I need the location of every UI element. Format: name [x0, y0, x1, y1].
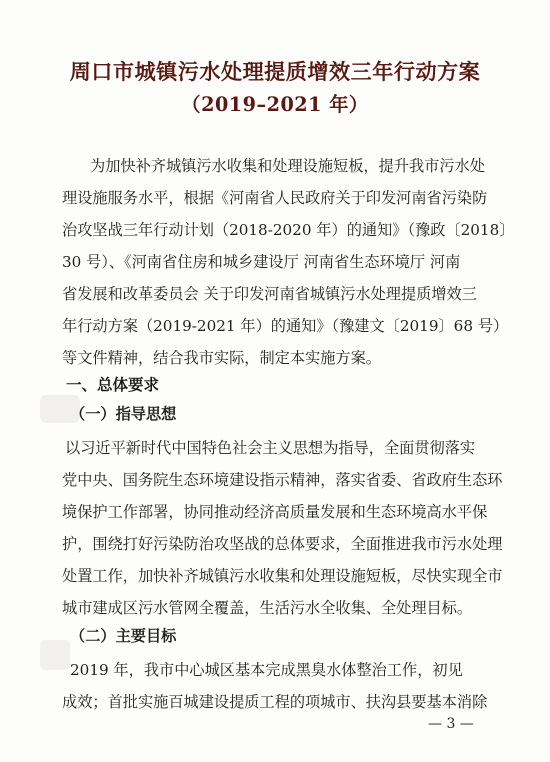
guiding-ideology-line: 城市建成区污水管网全覆盖，生活污水全收集、全处理目标。 — [62, 599, 473, 617]
main-goals-line: 2019 年，我市中心城区基本完成黑臭水体整治工作，初见 — [70, 661, 463, 679]
intro-line: 治攻坚战三年行动计划（2018-2020 年）的通知》（豫政〔2018〕 — [62, 221, 515, 239]
intro-line: 年行动方案（2019-2021 年）的通知》（豫建文〔2019〕68 号） — [62, 317, 509, 335]
guiding-ideology-line: 境保护工作部署，协同推动经济高质量发展和生态环境高水平保 — [62, 503, 488, 521]
document-title-years: （2019–2021 年） — [181, 93, 369, 116]
guiding-ideology-line: 党中央、国务院生态环境建设指示精神，落实省委、省政府生态环 — [62, 471, 503, 489]
intro-line: 30 号）、《河南省住房和城乡建设厅 河南省生态环境厅 河南 — [62, 253, 461, 271]
main-goals-line: 成效；首批实施百城建设提质工程的项城市、扶沟县要基本消除 — [62, 693, 488, 711]
subsection-heading-main-goals: （二）主要目标 — [70, 627, 177, 645]
guiding-ideology-line: 处置工作，加快补齐城镇污水收集和处理设施短板，尽快实现全市 — [62, 567, 503, 585]
intro-line: 省发展和改革委员会 关于印发河南省城镇污水处理提质增效三 — [62, 285, 477, 303]
intro-line: 等文件精神，结合我市实际，制定本实施方案。 — [62, 349, 381, 367]
document-title: 周口市城镇污水处理提质增效三年行动方案 — [69, 59, 481, 84]
scan-smudge — [40, 640, 70, 670]
intro-line: 理设施服务水平，根据《河南省人民政府关于印发河南省污染防 — [62, 189, 488, 207]
guiding-ideology-line: 护，围绕打好污染防治攻坚战的总体要求，全面推进我市污水处理 — [62, 535, 503, 553]
page-number: — 3 — — [428, 716, 474, 732]
intro-line: 为加快补齐城镇污水收集和处理设施短板，提升我市污水处 — [90, 157, 485, 175]
section-heading-general-requirements: 一、总体要求 — [66, 375, 160, 394]
subsection-heading-guiding-ideology: （一）指导思想 — [70, 405, 177, 423]
guiding-ideology-line: 以习近平新时代中国特色社会主义思想为指导，全面贯彻落实 — [65, 439, 476, 457]
